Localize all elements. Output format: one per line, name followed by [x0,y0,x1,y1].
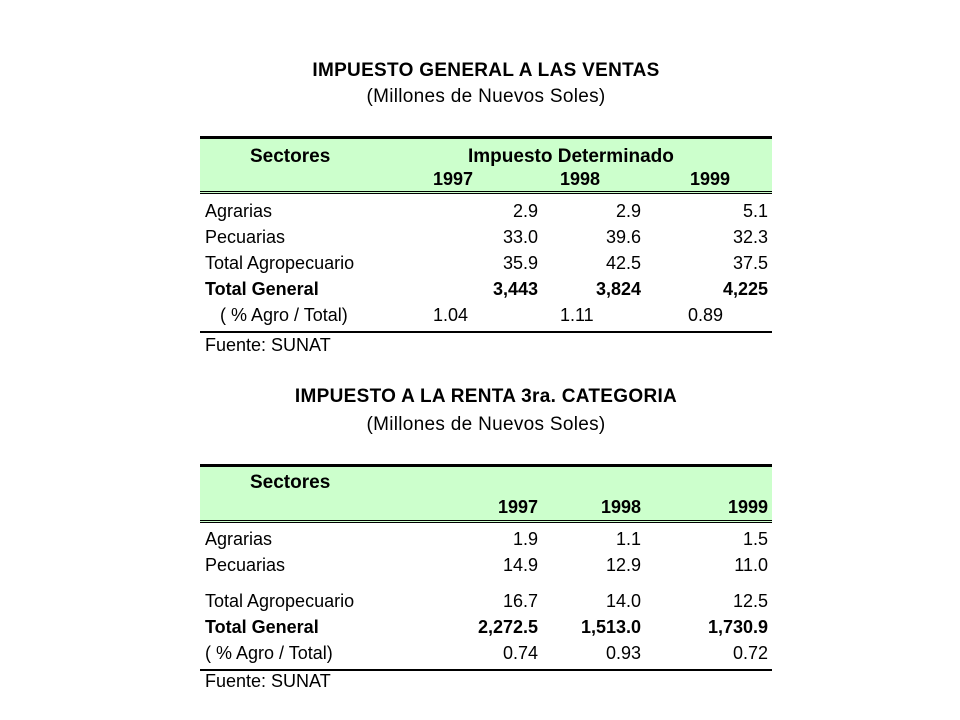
cell-1998: 0.93 [605,643,641,663]
cell-1997: 33.0 [502,227,538,247]
table1-year-1998: 1998 [560,169,601,189]
table-row [200,305,772,331]
cell-1997: 1.9 [512,529,538,549]
cell-1999: 37.5 [732,253,768,273]
table-row [200,591,772,617]
cell-1999: 32.3 [732,227,768,247]
table-row [200,279,772,305]
cell-1998: 3,824 [595,279,641,299]
cell-1998: 1,513.0 [580,617,641,637]
table-row [200,617,772,643]
row-label: Agrarias [205,529,273,549]
cell-1999: 1.5 [742,529,768,549]
row-label: Agrarias [205,201,273,221]
table-row [200,227,772,253]
table2-sectores-header: Sectores [250,472,331,493]
table-row [200,253,772,279]
cell-1998: 1.1 [615,529,641,549]
cell-1997: 1.04 [433,305,469,325]
table1-source: Fuente: SUNAT [205,335,331,355]
table1-bottom-rule [200,331,772,333]
table-row [200,555,772,581]
table1-title: IMPUESTO GENERAL A LAS VENTAS [312,60,660,81]
row-label: Total General [205,617,319,637]
table1-subtitle: (Millones de Nuevos Soles) [366,86,606,107]
cell-1999: 11.0 [734,555,768,575]
table2-title: IMPUESTO A LA RENTA 3ra. CATEGORIA [294,386,678,407]
table2-year-1997: 1997 [497,497,538,517]
cell-1998: 2.9 [615,201,641,221]
cell-1997: 2.9 [512,201,538,221]
cell-1997: 16.7 [502,591,538,611]
table1-year-1997: 1997 [433,169,474,189]
table-row [200,201,772,227]
row-label: Pecuarias [205,555,286,575]
row-label: Total General [205,279,319,299]
cell-1997: 14.9 [502,555,538,575]
table1-year-1999: 1999 [690,169,731,189]
table2-subtitle: (Millones de Nuevos Soles) [366,414,606,435]
row-label: ( % Agro / Total) [205,643,333,663]
cell-1999: 4,225 [722,279,768,299]
cell-1999: 12.5 [732,591,768,611]
table2-source: Fuente: SUNAT [205,671,331,691]
cell-1997: 35.9 [502,253,538,273]
table1-header [200,136,772,194]
table2-header [200,464,772,523]
cell-1999: 0.72 [732,643,768,663]
cell-1998: 42.5 [605,253,641,273]
cell-1998: 1.11 [560,305,594,325]
cell-1997: 0.74 [502,643,538,663]
cell-1998: 14.0 [605,591,641,611]
table-row [200,643,772,669]
table1-sectores-header: Sectores [250,146,331,167]
table2-year-1999: 1999 [727,497,768,517]
row-label: Pecuarias [205,227,286,247]
table2 [200,464,772,671]
row-label: Total Agropecuario [205,253,355,273]
table1 [200,136,772,333]
cell-1997: 2,272.5 [477,617,538,637]
cell-1999: 0.89 [688,305,724,325]
row-label: ( % Agro / Total) [220,305,348,325]
cell-1997: 3,443 [492,279,538,299]
row-label: Total Agropecuario [205,591,355,611]
cell-1999: 5.1 [742,201,768,221]
table-row [200,529,772,555]
table2-year-1998: 1998 [600,497,641,517]
cell-1999: 1,730.9 [707,617,768,637]
cell-1998: 12.9 [605,555,641,575]
cell-1998: 39.6 [605,227,641,247]
table1-group-header: Impuesto Determinado [468,146,674,167]
